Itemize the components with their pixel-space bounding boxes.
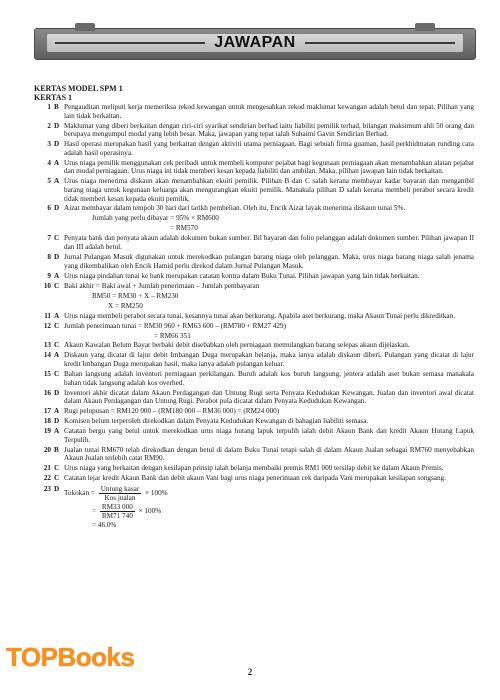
question-number: 4 bbox=[47, 158, 51, 167]
answer-letter: D bbox=[54, 417, 60, 426]
answer-item bbox=[34, 272, 474, 281]
explanation: Urus niaga pemilik menggunakan cek peribadi untuk membeli komputer pejabat bagi kegunaan perniagaan akan menambahkan alatan pejabat dan modal perniagaan. Urus niaga ini tidak memberi kesan kepada liabiliti dan ambilan. Maka, pilihan jawapan lain tidak berkaitan. bbox=[64, 158, 474, 176]
explanation: Urus niaga membeli perabot secara tunai, kesannya tunai akan berkurang. Apabila aset berkurang, maka Akaun Tunai perlu dikreditkan. bbox=[64, 311, 455, 320]
answer-item bbox=[34, 427, 474, 444]
calculation-line bbox=[34, 503, 474, 520]
answer-item bbox=[34, 234, 474, 251]
answer-item bbox=[34, 159, 474, 176]
answer-item bbox=[34, 204, 474, 213]
answer-item bbox=[34, 389, 474, 406]
answer-item bbox=[34, 370, 474, 387]
question-number: 11 bbox=[44, 311, 51, 320]
answer-item bbox=[34, 122, 474, 139]
equals-sign: = bbox=[92, 507, 97, 516]
explanation: Penyata bank dan penyata akaun adalah dokumen bukan sumber. Bil bayaran dan folio pelanggan adalah dokumen sumber. Pilihan jawapan II dan III adalah betul. bbox=[64, 234, 474, 252]
answer-item bbox=[34, 253, 474, 270]
multiplier: × 100% bbox=[145, 489, 168, 498]
calculation-line: RM50 = RM30 + X – RM230 bbox=[92, 291, 179, 300]
section-title: KERTAS MODEL SPM 1 bbox=[34, 84, 123, 93]
explanation: Aizat membayar dalam tempoh 30 hari dari tarikh pembelian. Oleh itu, Encik Aizat layak menerima diskaun tunai 5%. bbox=[64, 204, 406, 213]
header-banner bbox=[34, 28, 476, 60]
question-number: 9 bbox=[47, 271, 51, 280]
answer-letter: A bbox=[54, 351, 60, 360]
banner-tab bbox=[75, 23, 95, 31]
question-number: 17 bbox=[43, 407, 51, 416]
page-number: 2 bbox=[247, 667, 253, 677]
fraction-denominator: Kos jualan bbox=[104, 493, 136, 502]
question-number: 18 bbox=[43, 417, 51, 426]
answer-letter: A bbox=[54, 311, 60, 320]
question-number: 3 bbox=[47, 140, 51, 149]
answer-item bbox=[34, 322, 474, 331]
topbooks-logo bbox=[2, 638, 135, 684]
multiplier: × 100% bbox=[138, 507, 162, 516]
banner-tab bbox=[415, 23, 435, 31]
question-number: 6 bbox=[47, 204, 51, 213]
question-number: 21 bbox=[43, 464, 51, 473]
question-number: 14 bbox=[43, 351, 51, 360]
value-fraction bbox=[100, 503, 135, 520]
answer-letter: D bbox=[54, 253, 60, 262]
answer-item bbox=[34, 282, 474, 291]
answer-item bbox=[34, 351, 474, 368]
calculation-line: = RM570 bbox=[170, 224, 198, 233]
logo-text: TOPBooks bbox=[6, 642, 135, 672]
answer-letter: D bbox=[54, 204, 60, 213]
question-number: 10 bbox=[43, 281, 51, 290]
explanation: Catatan bergu yang betul untuk merekodkan urus niaga hutang lapuk terpulih ialah debit Akaun Bank dan kredit Akaun Hutang Lapuk Terpulih. bbox=[64, 427, 474, 444]
explanation: Maklumat yang diberi berkaitan dengan ciri-ciri syarikat sendirian berhad iaitu liabiliti pemilik terhad, bilangan maksimum ahli 50 orang dan berupaya mengumpul modal yang lebih besar. Maka, jawapan yang tepat ialah Suhaimi Gavin Sendirian Berhad. bbox=[64, 121, 474, 139]
explanation: Akaun Kawalan Belum Bayar berbaki debit disebabkan oleh perniagaan memulangkan barang selepas akaun dijelaskan. bbox=[64, 341, 410, 350]
question-number: 22 bbox=[43, 474, 51, 483]
explanation: Komisen belum terperoleh direkodkan dalam Penyata Kedudukan Kewangan di bahagian liabiliti semasa. bbox=[64, 417, 369, 426]
explanation: Jurnal Pulangan Masuk digunakan untuk merekodkan pulangan barang niaga oleh pelanggan. Maka, urus niaga barang niaga salah jenama yang dikembalikan oleh Encik Hamid perlu direkod dalam Jurnal Pulangan Masuk. bbox=[64, 253, 474, 270]
answer-item bbox=[34, 474, 474, 483]
answer-letter: D bbox=[54, 388, 60, 397]
banner-title: JAWAPAN bbox=[47, 34, 463, 52]
explanation: Rugi pelupusan = RM120 000 – (RM180 000 – RM36 000) = (RM24 000) bbox=[64, 407, 280, 416]
answer-item bbox=[34, 446, 474, 463]
answer-letter: D bbox=[54, 484, 60, 493]
question-number: 5 bbox=[47, 177, 51, 186]
answer-item bbox=[34, 177, 474, 203]
answer-letter: C bbox=[54, 370, 60, 379]
explanation: Jumlah penerimaan tunai = RM30 960 + RM63 600 – (RM780 + RM27 429) bbox=[64, 321, 286, 330]
question-number: 2 bbox=[47, 121, 51, 130]
explanation: Bahan langsung adalah inventori perniagaan perkilangan. Buruh adalah kos buruh langsung, jentera adalah aset bukan semasa manakala bahan tidak langsung adalah kos overhed. bbox=[64, 370, 474, 387]
calculation-result: = 46.0% bbox=[92, 521, 117, 530]
answer-letter: C bbox=[54, 234, 60, 243]
explanation: Pengauditan meliputi kerja memeriksa rekod kewangan untuk mengesahkan rekod maklumat kewangan adalah betul dan tepat. Pilihan yang lain tidak berkaitan. bbox=[64, 103, 474, 120]
answer-item bbox=[34, 103, 474, 120]
answer-letter: B bbox=[54, 445, 59, 454]
paper-title: KERTAS 1 bbox=[34, 93, 73, 102]
calculation-line: X = RM250 bbox=[108, 301, 143, 310]
answer-item bbox=[34, 140, 474, 157]
answer-item bbox=[34, 485, 474, 502]
answer-letter: C bbox=[54, 464, 60, 473]
answer-letter: A bbox=[54, 158, 60, 167]
markup-label: Tokokan = bbox=[64, 489, 95, 498]
question-number: 23 bbox=[43, 484, 51, 493]
fraction-numerator: RM33 000 bbox=[101, 503, 133, 512]
answer-letter: A bbox=[54, 177, 60, 186]
explanation: Urus niaga menerima diskaun akan menambahkan ekuiti pemilik. Pilihan B dan C salah kerana membayar kadar bayaran dan mengambil barang niaga untuk kegunaan keluarga akan mengurangkan ekuiti pemilik. Manakala pilihan D salah kerana membeli perabot secara kredit tidak memberi kesan kepada ekuiti pemilik. bbox=[64, 177, 474, 203]
fraction-numerator: Untung kasar bbox=[100, 484, 140, 493]
explanation: Jualan tunai RM670 telah direkodkan dengan betul di dalam Buku Tunai tetapi salah di dalam Akaun Jualan sebagai RM760 menyebabkan Akaun Jualan terlebih catat RM90. bbox=[64, 445, 474, 463]
explanation: Urus niaga pindahan tunai ke bank merupakan catatan kontra dalam Buku Tunai. Pilihan jawapan yang lain tidak berkaitan. bbox=[64, 271, 420, 280]
question-number: 13 bbox=[43, 341, 51, 350]
answer-letter: D bbox=[54, 121, 60, 130]
answer-letter: D bbox=[54, 140, 60, 149]
answer-letter: C bbox=[54, 321, 60, 330]
answer-letter: A bbox=[54, 271, 60, 280]
answer-content bbox=[34, 84, 474, 531]
explanation: Hasil operasi merupakan hasil yang berkaitan dengan aktiviti utama perniagaan. Bagi sebuah firma guaman, hasil perkhidmatan runding cara adalah hasil operasinya. bbox=[64, 140, 474, 157]
question-number: 12 bbox=[43, 321, 51, 330]
explanation: Baki akhir = Baki awal + Jumlah penerimaan – Jumlah pembayaran bbox=[64, 281, 260, 290]
fraction-denominator: RM71 740 bbox=[101, 512, 133, 521]
markup-fraction bbox=[99, 485, 142, 502]
explanation: Diskaun yang dicatat di lajur debit Imbangan Duga merupakan belanja, maka ianya adalah diskaun diberi. Pulangan yang dicatat di lajur kredit Imbangan Duga merupakan hasil, maka ianya adalah pulangan keluar. bbox=[64, 351, 474, 369]
answer-letter: A bbox=[54, 407, 60, 416]
answer-letter: C bbox=[54, 474, 60, 483]
answer-letter: C bbox=[54, 341, 60, 350]
answer-item bbox=[34, 312, 474, 321]
answer-letter: C bbox=[54, 281, 60, 290]
explanation: Urus niaga yang berkaitan dengan kesilapan prinsip ialah belanja membaiki premis RM1 000 tersilap debit ke dalam Akaun Premis. bbox=[64, 464, 444, 473]
explanation: Inventori akhir dicatat dalam Akaun Perdagangan dan Untung Rugi serta Penyata Kedudukan Kewangan. Jualan dan inventori awal dicatat dalam Akaun Perdagangan dan Untung Rugi. Perabot pula dicatat dalam Penyata Kedudukan Kewangan. bbox=[64, 388, 474, 406]
question-number: 15 bbox=[43, 370, 51, 379]
calculation-line: = RM66 351 bbox=[154, 331, 191, 340]
answer-item bbox=[34, 464, 474, 473]
answer-letter: A bbox=[54, 427, 60, 436]
answer-item bbox=[34, 341, 474, 350]
question-number: 1 bbox=[47, 103, 51, 111]
question-number: 20 bbox=[43, 445, 51, 454]
explanation: Catatan lejar kredit Akaun Bank dan debit akaun Vani bagi urus niaga penerimaan cek daripada Vani merupakan kesilapan songsang. bbox=[64, 474, 446, 483]
banner-inner bbox=[47, 34, 463, 52]
question-number: 16 bbox=[43, 388, 51, 397]
question-number: 7 bbox=[47, 234, 51, 243]
question-number: 19 bbox=[43, 427, 51, 436]
calculation-line: Jumlah yang perlu dibayar = 95% × RM600 bbox=[92, 214, 219, 223]
answer-item bbox=[34, 417, 474, 426]
answer-item bbox=[34, 407, 474, 416]
question-number: 8 bbox=[47, 253, 51, 262]
answer-letter: B bbox=[54, 103, 59, 111]
